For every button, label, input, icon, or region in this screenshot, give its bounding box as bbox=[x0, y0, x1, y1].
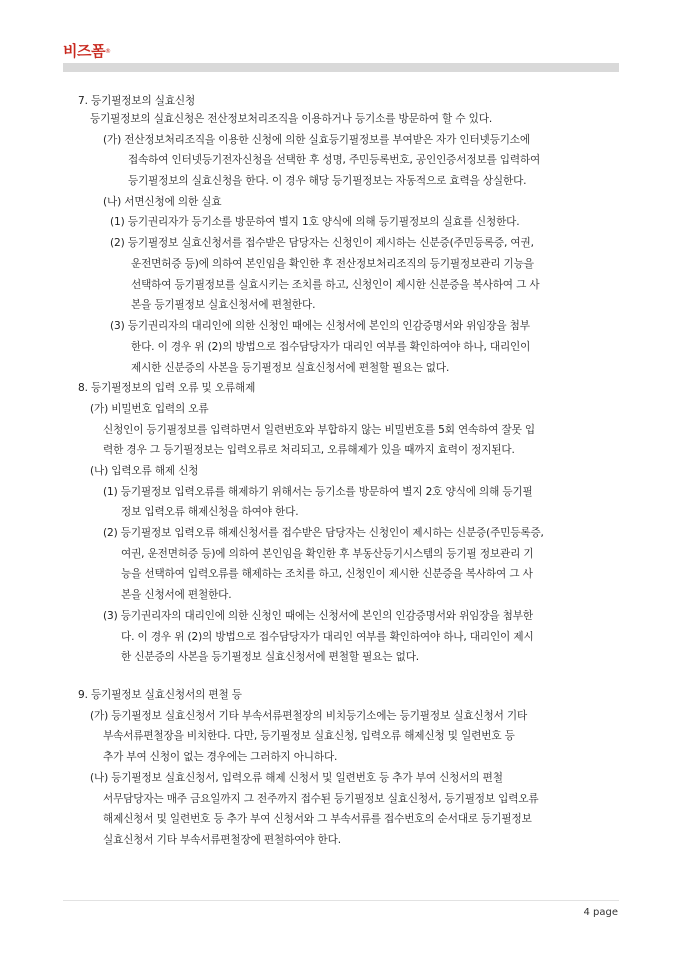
logo-text: 비즈폼 bbox=[63, 42, 105, 60]
item-na-line: (나) 서면신청에 의한 실효 bbox=[103, 196, 222, 208]
paragraph-line: 등기필정보의 실효신청은 전산정보처리조직을 이용하거나 등기소를 방문하여 할 수 있다. bbox=[90, 113, 493, 125]
item-na-line: (나) 등기필정보 실효신청서, 입력오류 해제 신청서 및 일련번호 등 추가 부여 신청서의 편철 bbox=[90, 772, 503, 784]
paragraph-line: 능을 선택하여 입력오류를 해제하는 조치를 하고, 신청인이 제시한 신분증을 복사하여 그 사 bbox=[121, 568, 533, 580]
paragraph-line: 운전면허증 등)에 의하여 본인임을 확인한 후 전산정보처리조직의 등기필정보관리 기능을 bbox=[131, 258, 534, 270]
section-9-heading: 9. 등기필정보 실효신청서의 편철 등 bbox=[78, 689, 242, 701]
subitem-2-line: (2) 등기필정보 실효신청서를 접수받은 담당자는 신청인이 제시하는 신분증(주민등록증, 여권, bbox=[110, 237, 534, 249]
paragraph-line: 선택하여 등기필정보를 실효시키는 조치를 하고, 신청인이 제시한 신분증을 복사하여 그 사 bbox=[131, 279, 540, 291]
paragraph-line: 본을 등기필정보 실효신청서에 편철한다. bbox=[131, 299, 316, 311]
subitem-1-line: (1) 등기필정보 입력오류를 해제하기 위해서는 등기소를 방문하여 별지 2호 양식에 의해 등기필 bbox=[103, 486, 533, 498]
paragraph-line: 여권, 운전면허증 등)에 의하여 본인임을 확인한 후 부동산등기시스템의 등기필 정보관리 기 bbox=[121, 548, 534, 560]
paragraph-line: 서무담당자는 매주 금요일까지 그 전주까지 접수된 등기필정보 실효신청서, 등기필정보 입력오류 bbox=[103, 793, 539, 805]
paragraph-line: 정보 입력오류 해제신청을 하여야 한다. bbox=[121, 506, 299, 518]
paragraph-line: 실효신청서 기타 부속서류편철장에 편철하여야 한다. bbox=[103, 834, 341, 846]
paragraph-line: 한 신분증의 사본을 등기필정보 실효신청서에 편철할 필요는 없다. bbox=[121, 651, 419, 663]
paragraph-line: 다. 이 경우 위 (2)의 방법으로 접수담당자가 대리인 여부를 확인하여야 하나, 대리인이 제시 bbox=[121, 631, 534, 643]
paragraph-line: 추가 부여 신청이 없는 경우에는 그러하지 아니하다. bbox=[103, 751, 338, 763]
item-ga-line: (가) 전산정보처리조직을 이용한 신청에 의한 실효등기필정보를 부여받은 자가 인터넷등기소에 bbox=[103, 134, 530, 146]
paragraph-line: 해제신청서 및 일련번호 등 추가 부여 신청서와 그 부속서류를 접수번호의 순서대로 등기필정보 bbox=[103, 813, 532, 825]
section-7-heading: 7. 등기필정보의 실효신청 bbox=[78, 95, 196, 107]
footer-rule bbox=[63, 900, 619, 901]
subitem-3-line: (3) 등기권리자의 대리인에 의한 신청인 때에는 신청서에 본인의 인감증명서와 위임장을 첨부한 bbox=[103, 610, 533, 622]
subitem-2-line: (2) 등기필정보 입력오류 해제신청서를 접수받은 담당자는 신청인이 제시하는 신분증(주민등록증, bbox=[103, 527, 544, 539]
paragraph-line: 접속하여 인터넷등기전자신청을 선택한 후 성명, 주민등록번호, 공인인증서정보를 입력하여 bbox=[128, 154, 541, 166]
paragraph-line: 력한 경우 그 등기필정보는 입력오류로 처리되고, 오류해제가 있을 때까지 효력이 정지된다. bbox=[103, 444, 515, 456]
paragraph-line: 본을 신청서에 편철한다. bbox=[121, 589, 232, 601]
item-ga-line: (가) 비밀번호 입력의 오류 bbox=[90, 403, 209, 415]
registered-mark: ® bbox=[104, 48, 111, 55]
paragraph-line: 부속서류편철장을 비치한다. 다만, 등기필정보 실효신청, 입력오류 해제신청 및 일련번호 등 bbox=[103, 730, 515, 742]
subitem-1-line: (1) 등기권리자가 등기소를 방문하여 별지 1호 양식에 의해 등기필정보의 실효를 신청한다. bbox=[110, 216, 520, 228]
subitem-3-line: (3) 등기권리자의 대리인에 의한 신청인 때에는 신청서에 본인의 인감증명서와 위임장을 첨부 bbox=[110, 320, 530, 332]
item-ga-line: (가) 등기필정보 실효신청서 기타 부속서류편철장의 비치등기소에는 등기필정보 실효신청서 기타 bbox=[90, 710, 528, 722]
paragraph-line: 신청인이 등기필정보를 입력하면서 일련번호와 부합하지 않는 비밀번호를 5회 연속하여 잘못 입 bbox=[103, 424, 536, 436]
paragraph-line: 한다. 이 경우 위 (2)의 방법으로 접수담당자가 대리인 여부를 확인하여야 하나, 대리인이 bbox=[131, 341, 531, 353]
paragraph-line: 등기필정보의 실효신청을 한다. 이 경우 해당 등기필정보는 자동적으로 효력을 상실한다. bbox=[128, 175, 527, 187]
item-na-line: (나) 입력오류 해제 신청 bbox=[90, 465, 199, 477]
page-number: 4 page bbox=[583, 907, 618, 918]
section-8-heading: 8. 등기필정보의 입력 오류 및 오류해제 bbox=[78, 382, 256, 394]
paragraph-line: 제시한 신분증의 사본을 등기필정보 실효신청서에 편철할 필요는 없다. bbox=[131, 362, 450, 374]
